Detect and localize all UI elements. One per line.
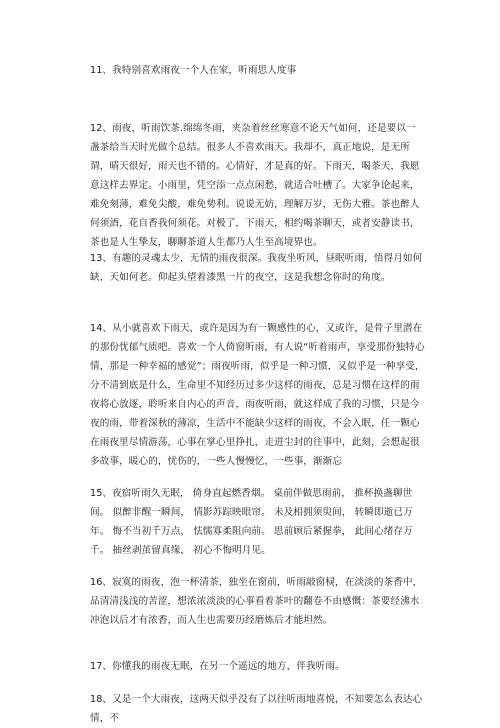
paragraph-18: 18、又是一个大雨夜，这两天似乎没有了以往听雨地喜悦，不知要怎么表达心情，不 — [90, 694, 423, 724]
paragraph-15: 15、夜宿听雨久无眠， 倚身直起燃香烟。 桌前伴做思雨前， 推杯换盏聊世间。 似醉非醒一瞬间， 情影苏踪映眼帘。 未及相拥须臾间， 转瞬即逝已万年。 悔不当初千万点， 怯懦寡柔阻向前。 思前顾后紧握拳， 此间心绪存万千。 抽丝剥茧留真缘， 初心不悔明月见。 — [90, 488, 413, 556]
paragraph-12: 12、雨夜，听雨饮茶.绵绵冬雨，夹杂着丝丝寒意不论天气如何，还是要以一盏茶给当天时光做个总结。很多人不喜欢雨天。我却不，真正地说，是无所谓，晴天很好，雨天也不错的。心情好，才是真的好。下雨天，喝茶天，我愿意这样去界定。小雨里，凭空添一点点闲愁，就适合吐槽了。大家争论起来，难免刻薄，难免尖酸，难免势利。说说无妨，理解万岁，无伤大雅。茶也醉人何须酒，花自香我何须花。对极了，下雨天，相约喝茶聊天，或者安静读书，茶也是人生挚友，聊聊茶道人生都乃人生至高境界也。 — [90, 123, 420, 248]
paragraph-17: 17、你懂我的雨夜无眠，在另一个遥远的地方，伴我听雨。 — [90, 661, 345, 672]
paragraph-16: 16、寂寞的雨夜，泡一杯清茶，独坐在窗前，听雨敲窗棂，在淡淡的茶香中，品清清浅浅的苦涩，想浓浓淡淡的心事看着茶叶的翻卷不由感慨：茶要经沸水冲泡以后才有浓香，而人生也需要历经磨炼后才能坦然。 — [90, 577, 423, 626]
paragraph-11: 11、我特别喜欢雨夜一个人在家，听雨思人度事 — [90, 65, 297, 76]
paragraph-14: 14、从小就喜欢下雨天，或许是因为有一颗感性的心，又或许，是骨子里潜在的那份忧郁气质吧。喜欢一个人倚窗听雨，有人说“听着雨声，享受那份独特心情，那是一种幸福的感觉”；雨夜听雨，似乎是一种习惯，又似乎是一种享受，分不清到底是什么，生命里不知经历过多少这样的雨夜，总是习惯在这样的雨夜将心放逐，聆听来自内心的声音，雨夜听雨，就这样成了我的习惯，只是今夜的雨，带着深秋的薄凉，生活中不能缺少这样的雨夜，不会入眠，任一颗心在雨夜里尽情游荡，心事在掌心里挣扎，走进尘封的往事中，此刻，会想起很多故事，暖心的，忧伤的，一些人慢慢忆，一些事，渐渐忘 — [90, 323, 425, 467]
paragraph-13: 13、有趣的灵魂太少，无情的雨夜很深。我夜坐听风，昼眠听雨，悟得月如何缺，天如何老。仰起头望着漆黑一片的夜空，这是我想念你时的角度。 — [90, 253, 423, 283]
